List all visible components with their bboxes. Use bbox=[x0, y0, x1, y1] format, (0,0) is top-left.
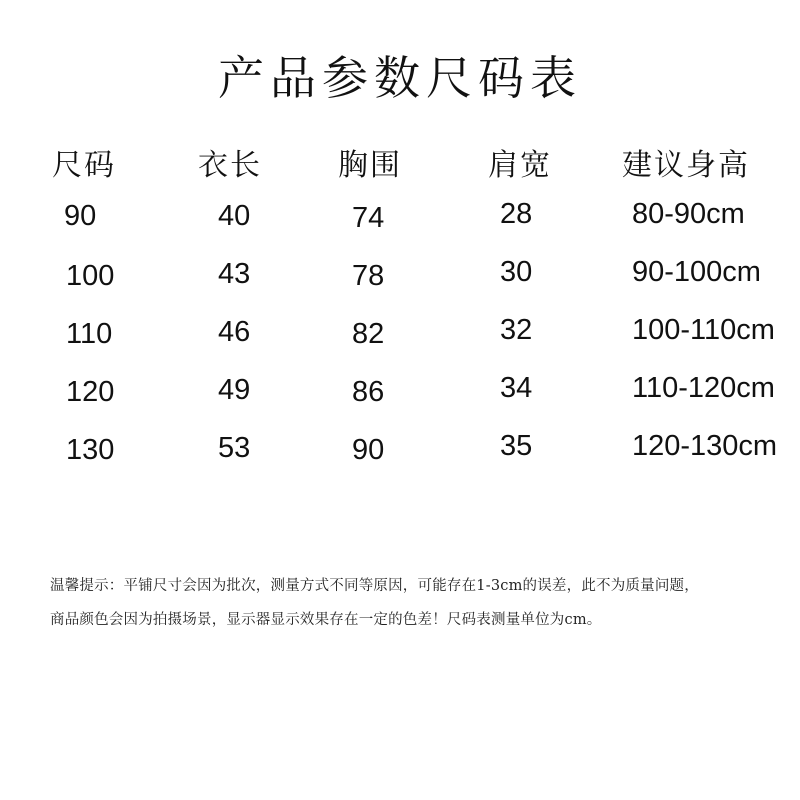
header-size: 尺码 bbox=[52, 148, 116, 183]
header-length: 衣长 bbox=[198, 148, 262, 183]
cell-length: 46 bbox=[218, 316, 251, 348]
note-line: 温馨提示：平铺尺寸会因为批次，测量方式不同等原因，可能存在1-3cm的误差，此不为质量问题， bbox=[50, 578, 699, 594]
cell-shoulder: 28 bbox=[500, 198, 533, 230]
cell-shoulder: 30 bbox=[500, 256, 533, 288]
cell-size: 130 bbox=[66, 434, 115, 466]
cell-size: 90 bbox=[64, 200, 97, 232]
cell-chest: 90 bbox=[352, 434, 385, 466]
cell-chest: 74 bbox=[352, 202, 385, 234]
cell-length: 49 bbox=[218, 374, 251, 406]
cell-chest: 82 bbox=[352, 318, 385, 350]
cell-size: 100 bbox=[66, 260, 115, 292]
cell-length: 53 bbox=[218, 432, 251, 464]
cell-shoulder: 34 bbox=[500, 372, 533, 404]
cell-height: 100-110cm bbox=[632, 314, 775, 346]
cell-height: 120-130cm bbox=[632, 430, 778, 462]
cell-length: 40 bbox=[218, 200, 251, 232]
cell-shoulder: 32 bbox=[500, 314, 533, 346]
cell-height: 110-120cm bbox=[632, 372, 775, 404]
header-height: 建议身高 bbox=[622, 148, 750, 183]
cell-size: 110 bbox=[66, 318, 113, 350]
cell-chest: 86 bbox=[352, 376, 385, 408]
cell-height: 80-90cm bbox=[632, 198, 745, 230]
cell-shoulder: 35 bbox=[500, 430, 533, 462]
cell-length: 43 bbox=[218, 258, 251, 290]
header-chest: 胸围 bbox=[338, 148, 402, 183]
cell-size: 120 bbox=[66, 376, 115, 408]
cell-height: 90-100cm bbox=[632, 256, 761, 288]
cell-chest: 78 bbox=[352, 260, 385, 292]
header-shoulder: 肩宽 bbox=[488, 148, 552, 183]
page-title: 产品参数尺码表 bbox=[218, 51, 582, 105]
note-line: 商品颜色会因为拍摄场景，显示器显示效果存在一定的色差！尺码表测量单位为cm。 bbox=[50, 612, 602, 628]
